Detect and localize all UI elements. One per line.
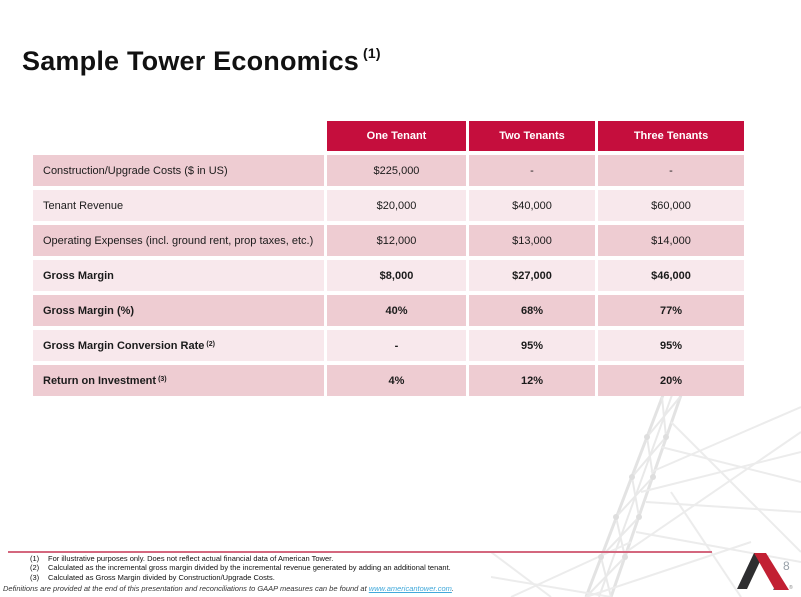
- slide-title: [22, 46, 381, 77]
- table-row: [33, 330, 744, 361]
- row-label: [33, 330, 324, 361]
- table-header-corner: [33, 121, 324, 151]
- row-value: $27,000: [469, 260, 595, 291]
- footnote-text: For illustrative purposes only. Does not reflect actual financial data of American Tower.: [48, 554, 334, 563]
- row-label: Gross Margin: [33, 260, 324, 291]
- row-label: [33, 365, 324, 396]
- footer-divider-line: [8, 551, 712, 553]
- footnote-text: Calculated as the incremental gross margin divided by the incremental revenue generated by adding an additional tenant.: [48, 563, 451, 573]
- row-value: $12,000: [327, 225, 466, 256]
- row-label: Tenant Revenue: [33, 190, 324, 221]
- row-label: Operating Expenses (incl. ground rent, prop taxes, etc.): [33, 225, 324, 256]
- footnote-number: (3): [30, 572, 40, 582]
- row-value: $46,000: [598, 260, 744, 291]
- table-header-two-tenants: Two Tenants: [469, 121, 595, 151]
- row-label: Gross Margin (%): [33, 295, 324, 326]
- economics-table: [33, 121, 744, 400]
- row-value: $225,000: [327, 155, 466, 186]
- table-row: [33, 260, 744, 291]
- table-row: [33, 295, 744, 326]
- row-label-text: Return on Investment: [43, 374, 157, 387]
- row-value: $40,000: [469, 190, 595, 221]
- footnote-number: (2): [30, 563, 40, 573]
- row-value: 40%: [327, 295, 466, 326]
- row-value: $20,000: [327, 190, 466, 221]
- row-value: 95%: [598, 330, 744, 361]
- table-row: [33, 225, 744, 256]
- row-value: 68%: [469, 295, 595, 326]
- footnote-text: Calculated as Gross Margin divided by Construction/Upgrade Costs.: [48, 572, 275, 582]
- definitions-note: [3, 584, 454, 593]
- footnote-2: [30, 563, 451, 572]
- slide-title-footnote-ref: (1): [363, 45, 381, 61]
- row-value: $60,000: [598, 190, 744, 221]
- table-header-one-tenant: One Tenant: [327, 121, 466, 151]
- row-value: 12%: [469, 365, 595, 396]
- row-label-footnote-ref: (3): [158, 376, 167, 383]
- table-row: [33, 190, 744, 221]
- row-value: 20%: [598, 365, 744, 396]
- row-label: Construction/Upgrade Costs ($ in US): [33, 155, 324, 186]
- definitions-suffix: .: [451, 584, 454, 593]
- row-value: -: [469, 155, 595, 186]
- row-value: $13,000: [469, 225, 595, 256]
- row-value: -: [598, 155, 744, 186]
- row-label-text: Gross Margin Conversion Rate: [43, 339, 205, 352]
- row-value: 95%: [469, 330, 595, 361]
- footnote-number: (1): [30, 554, 40, 563]
- table-header-row: [33, 121, 744, 151]
- table-header-three-tenants: Three Tenants: [598, 121, 744, 151]
- table-row: [33, 365, 744, 396]
- slide-title-text: Sample Tower Economics: [22, 46, 359, 76]
- row-value: 77%: [598, 295, 744, 326]
- footnote-1: [30, 554, 451, 563]
- row-value: 4%: [327, 365, 466, 396]
- row-label-footnote-ref: (2): [206, 341, 215, 348]
- americantower-link[interactable]: www.americantower.com: [368, 584, 452, 593]
- definitions-text: Definitions are provided at the end of this presentation and reconciliations to GAAP measures can be found at: [3, 584, 369, 593]
- footnotes: [30, 554, 451, 582]
- footnote-3: [30, 573, 451, 582]
- page-number: 8: [783, 559, 790, 573]
- table-row: [33, 155, 744, 186]
- registered-trademark: ®: [789, 585, 793, 591]
- row-value: -: [327, 330, 466, 361]
- row-value: $8,000: [327, 260, 466, 291]
- row-value: $14,000: [598, 225, 744, 256]
